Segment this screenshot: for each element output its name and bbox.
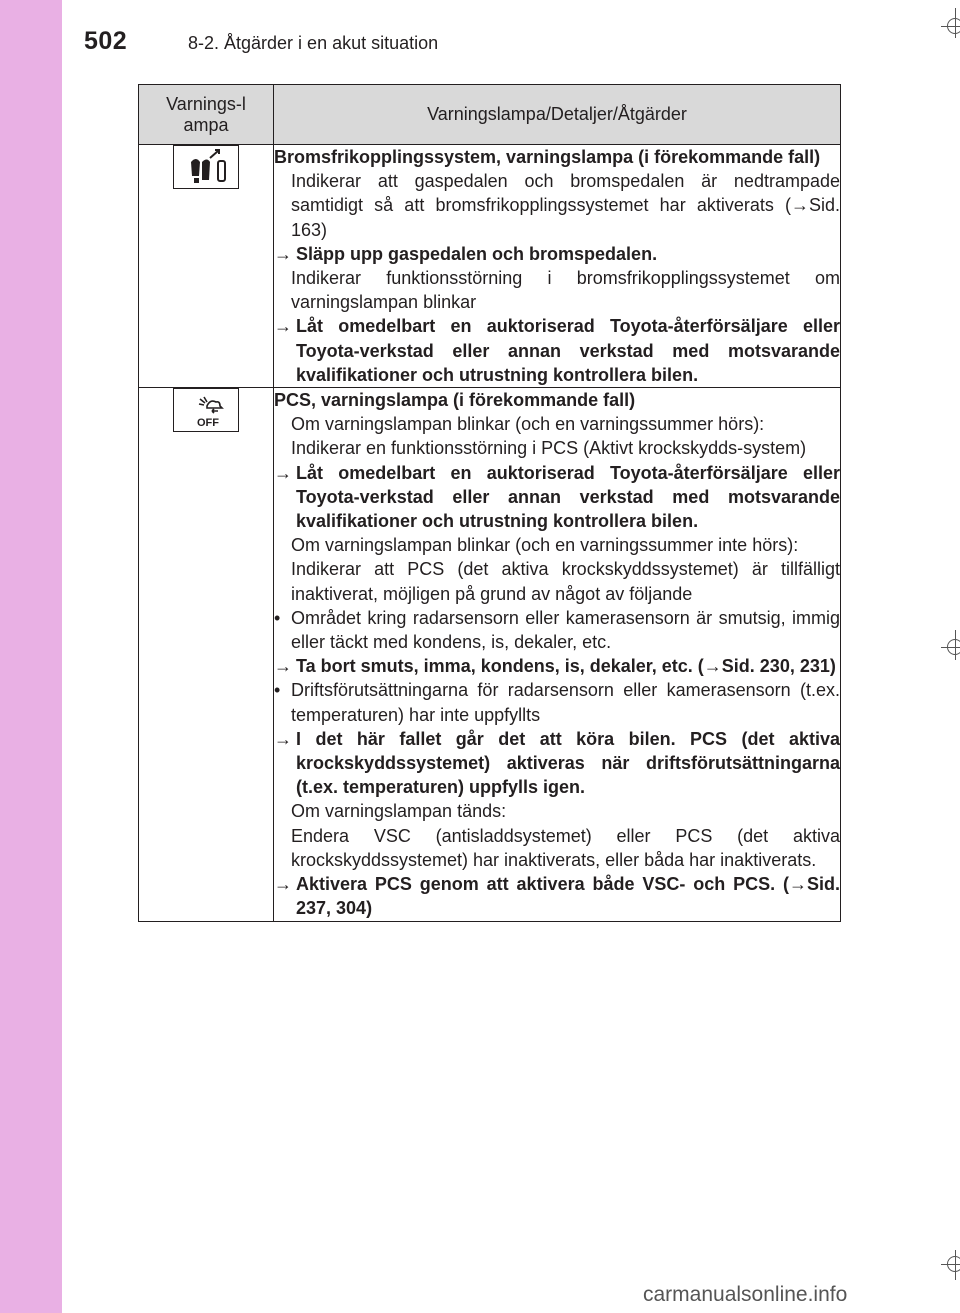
table-row-brake-override: [139, 145, 841, 388]
description-text: Om varningslampan blinkar (och en varningssummer hörs):: [291, 414, 765, 435]
arrow-icon: →: [274, 874, 292, 895]
action-item: → Aktivera PCS genom att aktivera både VSC- och PCS. (→Sid. 237, 304): [274, 874, 840, 919]
description-text: Indikerar att PCS (det aktiva krockskyddssystemet) är tillfälligt inaktiverat, möjligen på grund av något av följande: [291, 559, 840, 604]
details-cell: [274, 145, 841, 388]
action-item: → Släpp upp gaspedalen och bromspedalen.: [274, 242, 840, 266]
action-item: → I det här fallet går det att köra bilen. PCS (det aktiva krockskyddssystemet) aktiveras när driftsförutsättningarna (t.ex. temperaturen) uppfylls igen.: [274, 728, 840, 798]
action-item: → Ta bort smuts, imma, kondens, is, dekaler, etc. (→Sid. 230, 231): [274, 654, 840, 678]
brake-override-warning-icon: [173, 145, 239, 189]
bullet-item: • Området kring radarsensorn eller kamerasensorn är smutsig, immig eller täckt med kondens, is, dekaler, etc.: [274, 607, 840, 653]
crop-mark-circle: [947, 1256, 960, 1272]
description-text: Indikerar att gaspedalen och bromspedalen är nedtrampade samtidigt så att bromsfrikopplingssystemet har aktiverats (→Sid. 163): [291, 171, 840, 240]
table-header-row: [139, 85, 841, 145]
arrow-icon: →: [274, 316, 292, 337]
description-text: Om varningslampan blinkar (och en varningssummer inte hörs):: [291, 535, 799, 556]
description-text: Indikerar funktionsstörning i bromsfrikopplingssystemet om varningslampan blinkar: [291, 268, 840, 313]
description-text: Indikerar en funktionsstörning i PCS (Aktivt krockskydds-system): [291, 438, 807, 459]
bullet-icon: •: [274, 607, 281, 628]
action-item: → Låt omedelbart en auktoriserad Toyota-återförsäljare eller Toyota-verkstad eller annan verkstad med motsvarande kvalifikationer och utrustning kontrollera bilen.: [274, 316, 840, 385]
table-row-pcs: [139, 388, 841, 921]
arrow-icon: →: [274, 656, 292, 677]
side-color-strip: [0, 0, 62, 1313]
description-text: Om varningslampan tänds:: [291, 801, 507, 822]
section-title: 8-2. Åtgärder i en akut situation: [188, 33, 439, 53]
warning-light-table: [138, 84, 841, 922]
watermark: carmanualsonline.info: [643, 1283, 848, 1306]
lamp-cell: [139, 388, 274, 921]
bullet-icon: •: [274, 680, 281, 701]
arrow-icon: →: [274, 243, 292, 264]
row-title: PCS, varningslampa (i förekommande fall): [274, 390, 636, 411]
page-number: 502: [84, 27, 128, 55]
action-item: → Låt omedelbart en auktoriserad Toyota-återförsäljare eller Toyota-verkstad eller annan verkstad med motsvarande kvalifikationer och utrustning kontrollera bilen.: [274, 462, 840, 532]
bullet-item: • Driftsförutsättningarna för radarsensorn eller kamerasensorn (t.ex. temperaturen) har inte uppfyllts: [274, 680, 840, 725]
details-cell: [274, 388, 841, 921]
arrow-icon: →: [274, 462, 292, 483]
column-header-lamp: Varnings-lampa: [139, 85, 274, 145]
crop-mark-circle: [947, 639, 960, 655]
column-header-details: Varningslampa/Detaljer/Åtgärder: [274, 85, 841, 145]
pcs-warning-off-icon: [173, 388, 239, 432]
description-text: Endera VSC (antisladdsystemet) eller PCS (det aktiva krockskyddssystemet) har inaktiverats, eller båda har inaktiverats.: [291, 825, 840, 870]
row-title: Bromsfrikopplingssystem, varningslampa (i förekommande fall): [274, 147, 821, 167]
arrow-icon: →: [274, 728, 292, 749]
off-label: OFF: [197, 417, 219, 430]
lamp-cell: [139, 145, 274, 388]
crop-mark-circle: [947, 18, 960, 34]
